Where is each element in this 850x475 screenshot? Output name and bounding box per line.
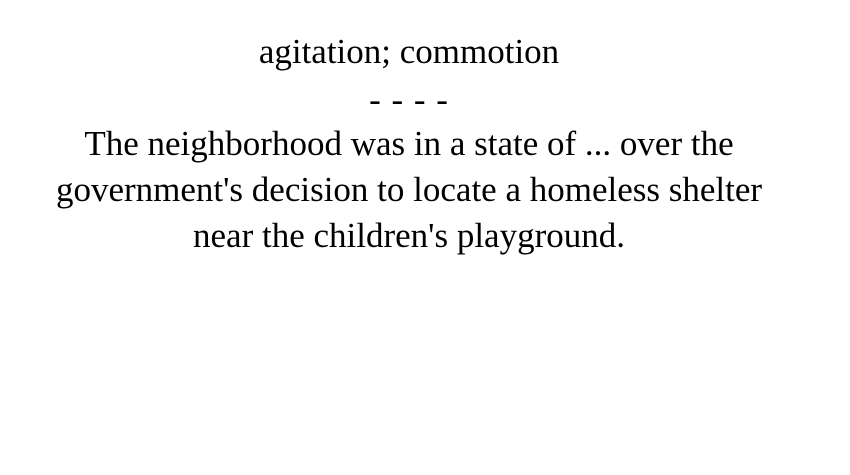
separator-line: - - - - — [369, 80, 449, 119]
definition-text: agitation; commotion — [258, 32, 560, 71]
example-sentence: The neighborhood was in a state of ... over the government's decision to locate a homeless shelter near the children's playground. — [55, 124, 763, 255]
